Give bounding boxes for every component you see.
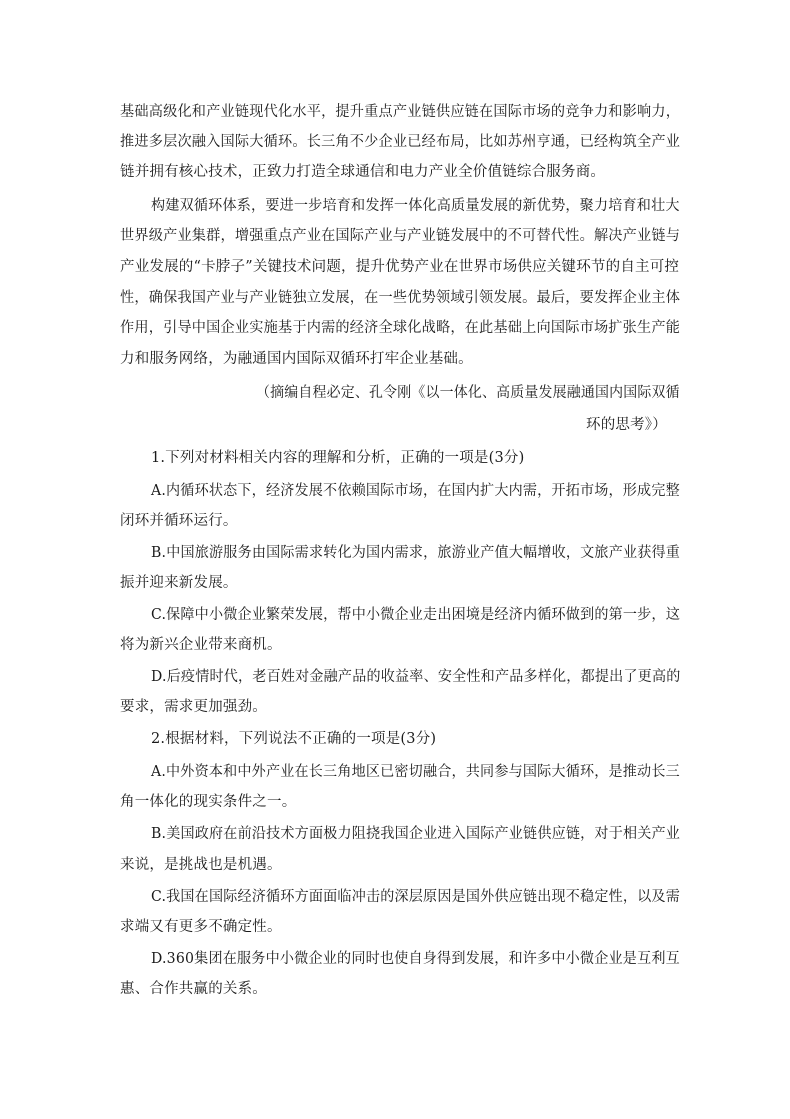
question-1-option-a: A.内循环状态下，经济发展不依赖国际市场，在国内扩大内需，开拓市场，形成完整 (151, 483, 680, 499)
paragraph-line: 力和服务网络，为融通国内国际双循环打牢企业基础。 (120, 351, 473, 367)
question-1-option-b: 振并迎来新发展。 (120, 575, 238, 591)
question-2-stem: 2.根据材料，下列说法不正确的一项是(3分) (151, 731, 437, 747)
question-1-option-a: 闭环并循环运行。 (120, 513, 238, 529)
question-2-option-b: B.美国政府在前沿技术方面极力阻挠我国企业进入国际产业链供应链，对于相关产业 (151, 826, 681, 842)
citation-line: （摘编自程必定、孔令刚《以一体化、高质量发展融通国内国际双循 (256, 385, 680, 401)
paragraph-line: 基础高级化和产业链现代化水平，提升重点产业链供应链在国际市场的竞争力和影响力， (120, 104, 681, 120)
question-1-option-d: 要求，需求更加强劲。 (120, 699, 267, 715)
paragraph-line: 性，确保我国产业与产业链独立发展，在一些优势领域引领发展。最后，要发挥企业主体 (120, 290, 681, 306)
question-2-option-a: 角一体化的现实条件之一。 (120, 794, 297, 810)
question-1-option-d: D.后疫情时代，老百姓对金融产品的收益率、安全性和产品多样化，都提出了更高的 (151, 669, 681, 685)
question-2-option-d: 惠、合作共赢的关系。 (120, 981, 267, 997)
question-2-option-a: A.中外资本和中外产业在长三角地区已密切融合，共同参与国际大循环，是推动长三 (151, 764, 680, 780)
question-1-option-b: B.中国旅游服务由国际需求转化为国内需求，旅游业产值大幅增收，文旅产业获得重 (151, 545, 681, 561)
citation-line: 环的思考》） (586, 417, 667, 433)
question-2-option-d: D.360集团在服务中小微企业的同时也使自身得到发展，和许多中小微企业是互利互 (151, 951, 680, 967)
question-1-stem: 1.下列对材料相关内容的理解和分析，正确的一项是(3分) (151, 450, 525, 466)
paragraph-line: 作用，引导中国企业实施基于内需的经济全球化战略，在此基础上向国际市场扩张生产能 (120, 320, 681, 336)
question-2-option-c: 求端又有更多不确定性。 (120, 919, 282, 935)
paragraph-line: 链并拥有核心技术，正致力打造全球通信和电力产业全价值链综合服务商。 (120, 164, 606, 180)
question-1-option-c: C.保障中小微企业繁荣发展，帮中小微企业走出困境是经济内循环做到的第一步，这 (151, 607, 680, 623)
paragraph-line: 构建双循环体系，要进一步培育和发挥一体化高质量发展的新优势，聚力培育和壮大 (151, 198, 680, 214)
question-2-option-b: 来说，是挑战也是机遇。 (120, 857, 282, 873)
paragraph-line: 推进多层次融入国际大循环。长三角不少企业已经布局，比如苏州亨通，已经构筑全产业 (120, 134, 681, 150)
question-1-option-c: 将为新兴企业带来商机。 (120, 637, 282, 653)
paragraph-line: 世界级产业集群，增强重点产业在国际产业与产业链发展中的不可替代性。解决产业链与 (120, 228, 681, 244)
question-2-option-c: C.我国在国际经济循环方面面临冲击的深层原因是国外供应链出现不稳定性，以及需 (151, 889, 680, 905)
paragraph-line: 产业发展的“卡脖子”关键技术问题，提升优势产业在世界市场供应关键环节的自主可控 (120, 259, 680, 275)
